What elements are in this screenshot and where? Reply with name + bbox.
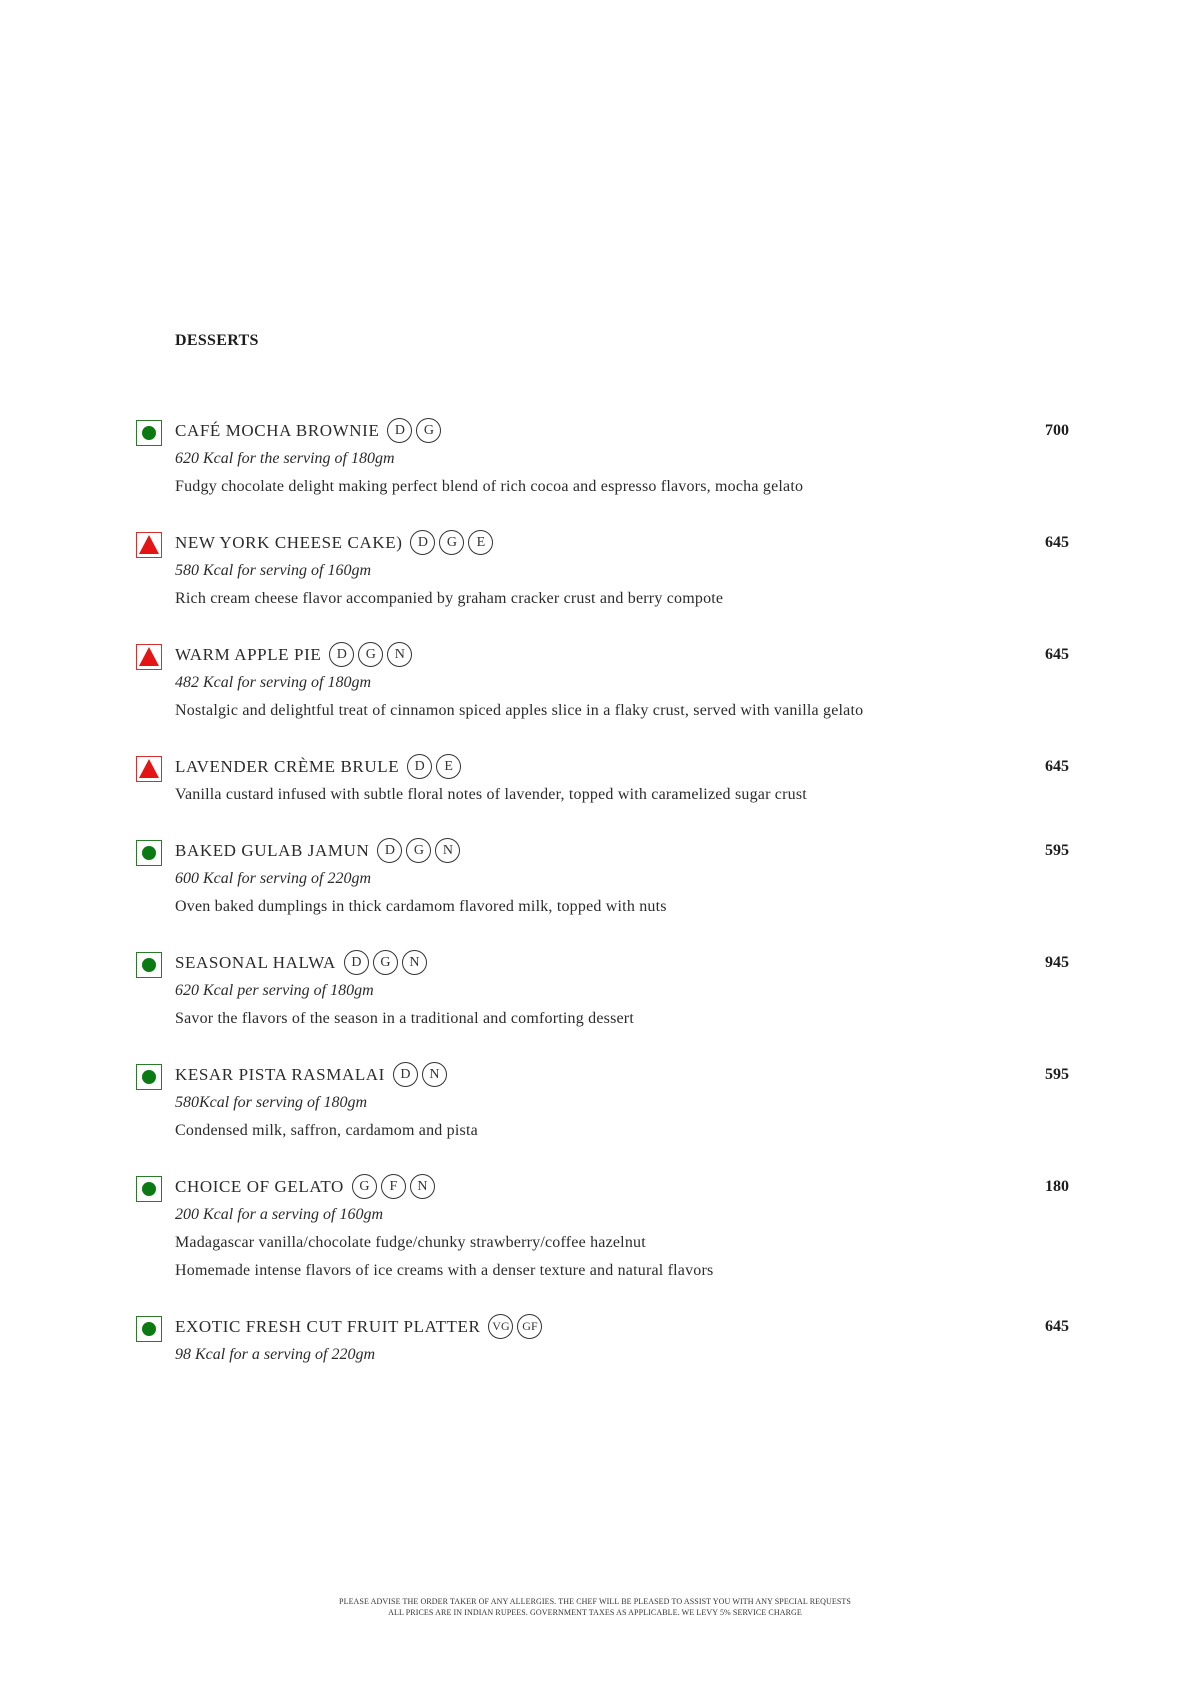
veg-dot-icon <box>136 952 162 978</box>
allergen-badge: G <box>439 530 464 555</box>
allergen-badge: D <box>387 418 412 443</box>
allergen-badge: E <box>468 530 493 555</box>
item-name-row <box>175 1314 546 1339</box>
item-description: Madagascar vanilla/chocolate fudge/chunky strawberry/coffee hazelnut <box>175 1234 646 1251</box>
section-title: DESSERTS <box>175 332 259 349</box>
allergen-badge: D <box>344 950 369 975</box>
veg-dot-icon <box>136 840 162 866</box>
item-name: CAFÉ MOCHA BROWNIE <box>175 420 380 440</box>
item-name: KESAR PISTA RASMALAI <box>175 1064 385 1084</box>
item-price: 945 <box>1045 954 1069 971</box>
item-calories: 600 Kcal for serving of 220gm <box>175 870 371 887</box>
allergen-badge: D <box>377 838 402 863</box>
item-name-row <box>175 838 464 863</box>
item-description: Homemade intense flavors of ice creams with a denser texture and natural flavors <box>175 1262 714 1279</box>
allergen-badge: VG <box>488 1314 513 1339</box>
egg-triangle-icon <box>136 756 162 782</box>
veg-dot-icon <box>136 1064 162 1090</box>
allergen-badge: F <box>381 1174 406 1199</box>
veg-dot-icon <box>136 1316 162 1342</box>
item-calories: 98 Kcal for a serving of 220gm <box>175 1346 375 1363</box>
item-price: 645 <box>1045 758 1069 775</box>
item-name: SEASONAL HALWA <box>175 952 336 972</box>
item-price: 180 <box>1045 1178 1069 1195</box>
item-name-row <box>175 642 416 667</box>
item-name-row <box>175 530 497 555</box>
item-description: Savor the flavors of the season in a traditional and comforting dessert <box>175 1010 634 1027</box>
item-name-row <box>175 1062 451 1087</box>
item-name: CHOICE OF GELATO <box>175 1176 344 1196</box>
allergen-badge: N <box>402 950 427 975</box>
allergen-badge: D <box>393 1062 418 1087</box>
item-name: LAVENDER CRÈME BRULE <box>175 756 400 776</box>
item-price: 645 <box>1045 534 1069 551</box>
item-name-row <box>175 1174 439 1199</box>
allergen-badge: G <box>358 642 383 667</box>
item-price: 595 <box>1045 1066 1069 1083</box>
footer-line-allergies: PLEASE ADVISE THE ORDER TAKER OF ANY ALLERGIES. THE CHEF WILL BE PLEASED TO ASSIST YOU WITH ANY SPECIAL REQUESTS <box>339 1597 851 1606</box>
item-name-row <box>175 418 445 443</box>
allergen-badge: D <box>410 530 435 555</box>
item-name-row <box>175 950 431 975</box>
item-price: 595 <box>1045 842 1069 859</box>
allergen-badge: D <box>329 642 354 667</box>
allergen-badge: GF <box>517 1314 542 1339</box>
veg-dot-icon <box>136 1176 162 1202</box>
footer-line-prices: ALL PRICES ARE IN INDIAN RUPEES. GOVERNMENT TAXES AS APPLICABLE. WE LEVY 5% SERVICE CHARGE <box>388 1608 802 1617</box>
item-calories: 482 Kcal for serving of 180gm <box>175 674 371 691</box>
item-name: BAKED GULAB JAMUN <box>175 840 370 860</box>
item-calories: 620 Kcal for the serving of 180gm <box>175 450 395 467</box>
egg-triangle-icon <box>136 644 162 670</box>
item-description: Vanilla custard infused with subtle floral notes of lavender, topped with caramelized sugar crust <box>175 786 807 803</box>
item-description: Nostalgic and delightful treat of cinnamon spiced apples slice in a flaky crust, served with vanilla gelato <box>175 702 864 719</box>
allergen-badge: N <box>422 1062 447 1087</box>
allergen-badge: G <box>416 418 441 443</box>
item-name-row <box>175 754 465 779</box>
item-description: Rich cream cheese flavor accompanied by graham cracker crust and berry compote <box>175 590 724 607</box>
item-name: EXOTIC FRESH CUT FRUIT PLATTER <box>175 1316 481 1336</box>
item-name: WARM APPLE PIE <box>175 644 322 664</box>
allergen-badge: N <box>387 642 412 667</box>
item-calories: 200 Kcal for a serving of 160gm <box>175 1206 383 1223</box>
item-description: Condensed milk, saffron, cardamom and pista <box>175 1122 478 1139</box>
veg-dot-icon <box>136 420 162 446</box>
item-calories: 580 Kcal for serving of 160gm <box>175 562 371 579</box>
allergen-badge: E <box>436 754 461 779</box>
allergen-badge: G <box>352 1174 377 1199</box>
allergen-badge: G <box>406 838 431 863</box>
allergen-badge: N <box>410 1174 435 1199</box>
egg-triangle-icon <box>136 532 162 558</box>
item-calories: 620 Kcal per serving of 180gm <box>175 982 374 999</box>
item-price: 645 <box>1045 646 1069 663</box>
item-description: Oven baked dumplings in thick cardamom flavored milk, topped with nuts <box>175 898 667 915</box>
item-name: NEW YORK CHEESE CAKE) <box>175 532 403 552</box>
allergen-badge: N <box>435 838 460 863</box>
item-description: Fudgy chocolate delight making perfect blend of rich cocoa and espresso flavors, mocha gelato <box>175 478 804 495</box>
allergen-badge: D <box>407 754 432 779</box>
footer-notice <box>0 1596 1190 1618</box>
item-price: 645 <box>1045 1318 1069 1335</box>
allergen-badge: G <box>373 950 398 975</box>
item-price: 700 <box>1045 422 1069 439</box>
item-calories: 580Kcal for serving of 180gm <box>175 1094 367 1111</box>
